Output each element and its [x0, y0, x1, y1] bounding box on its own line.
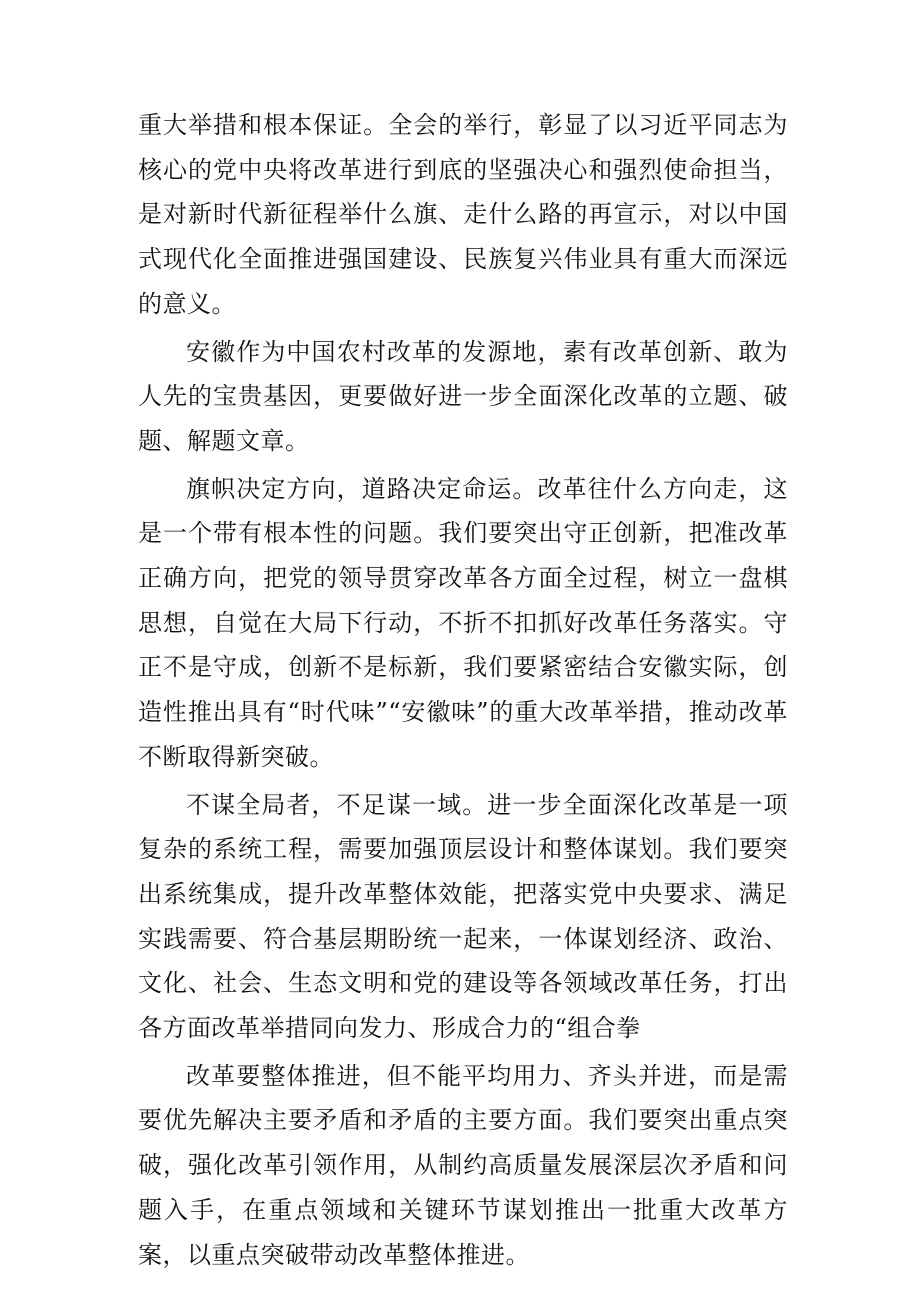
paragraph-anhui-origin: 安徽作为中国农村改革的发源地，素有改革创新、敢为人先的宝贵基因，更要做好进一步全面深化改革的立题、破题、解题文章。	[138, 337, 788, 455]
paragraph-key-breakthrough: 改革要整体推进，但不能平均用力、齐头并进，而是需要优先解决主要矛盾和矛盾的主要方面。我们要突出重点突破，强化改革引领作用，从制约高质量发展深层次矛盾和问题入手，在重点领域和关键环节谋划推出一批重大改革方案，以重点突破带动改革整体推进。	[138, 1061, 788, 1269]
paragraph-direction: 旗帜决定方向，道路决定命运。改革往什么方向走，这是一个带有根本性的问题。我们要突出守正创新，把准改革正确方向，把党的领导贯穿改革各方面全过程，树立一盘棋思想，自觉在大局下行动，不折不扣抓好改革任务落实。守正不是守成，创新不是标新，我们要紧密结合安徽实际，创造性推出具有“时代味”“安徽味”的重大改革举措，推动改革不断取得新突破。	[138, 474, 788, 771]
document-body	[138, 103, 788, 1277]
paragraph-continuation: 重大举措和根本保证。全会的举行，彰显了以习近平同志为核心的党中央将改革进行到底的坚强决心和强烈使命担当，是对新时代新征程举什么旗、走什么路的再宣示，对以中国式现代化全面推进强国建设、民族复兴伟业具有重大而深远的意义。	[138, 111, 788, 318]
paragraph-overall-plan: 不谋全局者，不足谋一域。进一步全面深化改革是一项复杂的系统工程，需要加强顶层设计和整体谋划。我们要突出系统集成，提升改革整体效能，把落实党中央要求、满足实践需要、符合基层期盼统一起来，一体谋划经济、政治、文化、社会、生态文明和党的建设等各领域改革任务，打出各方面改革举措同向发力、形成合力的“组合拳	[138, 790, 788, 1043]
